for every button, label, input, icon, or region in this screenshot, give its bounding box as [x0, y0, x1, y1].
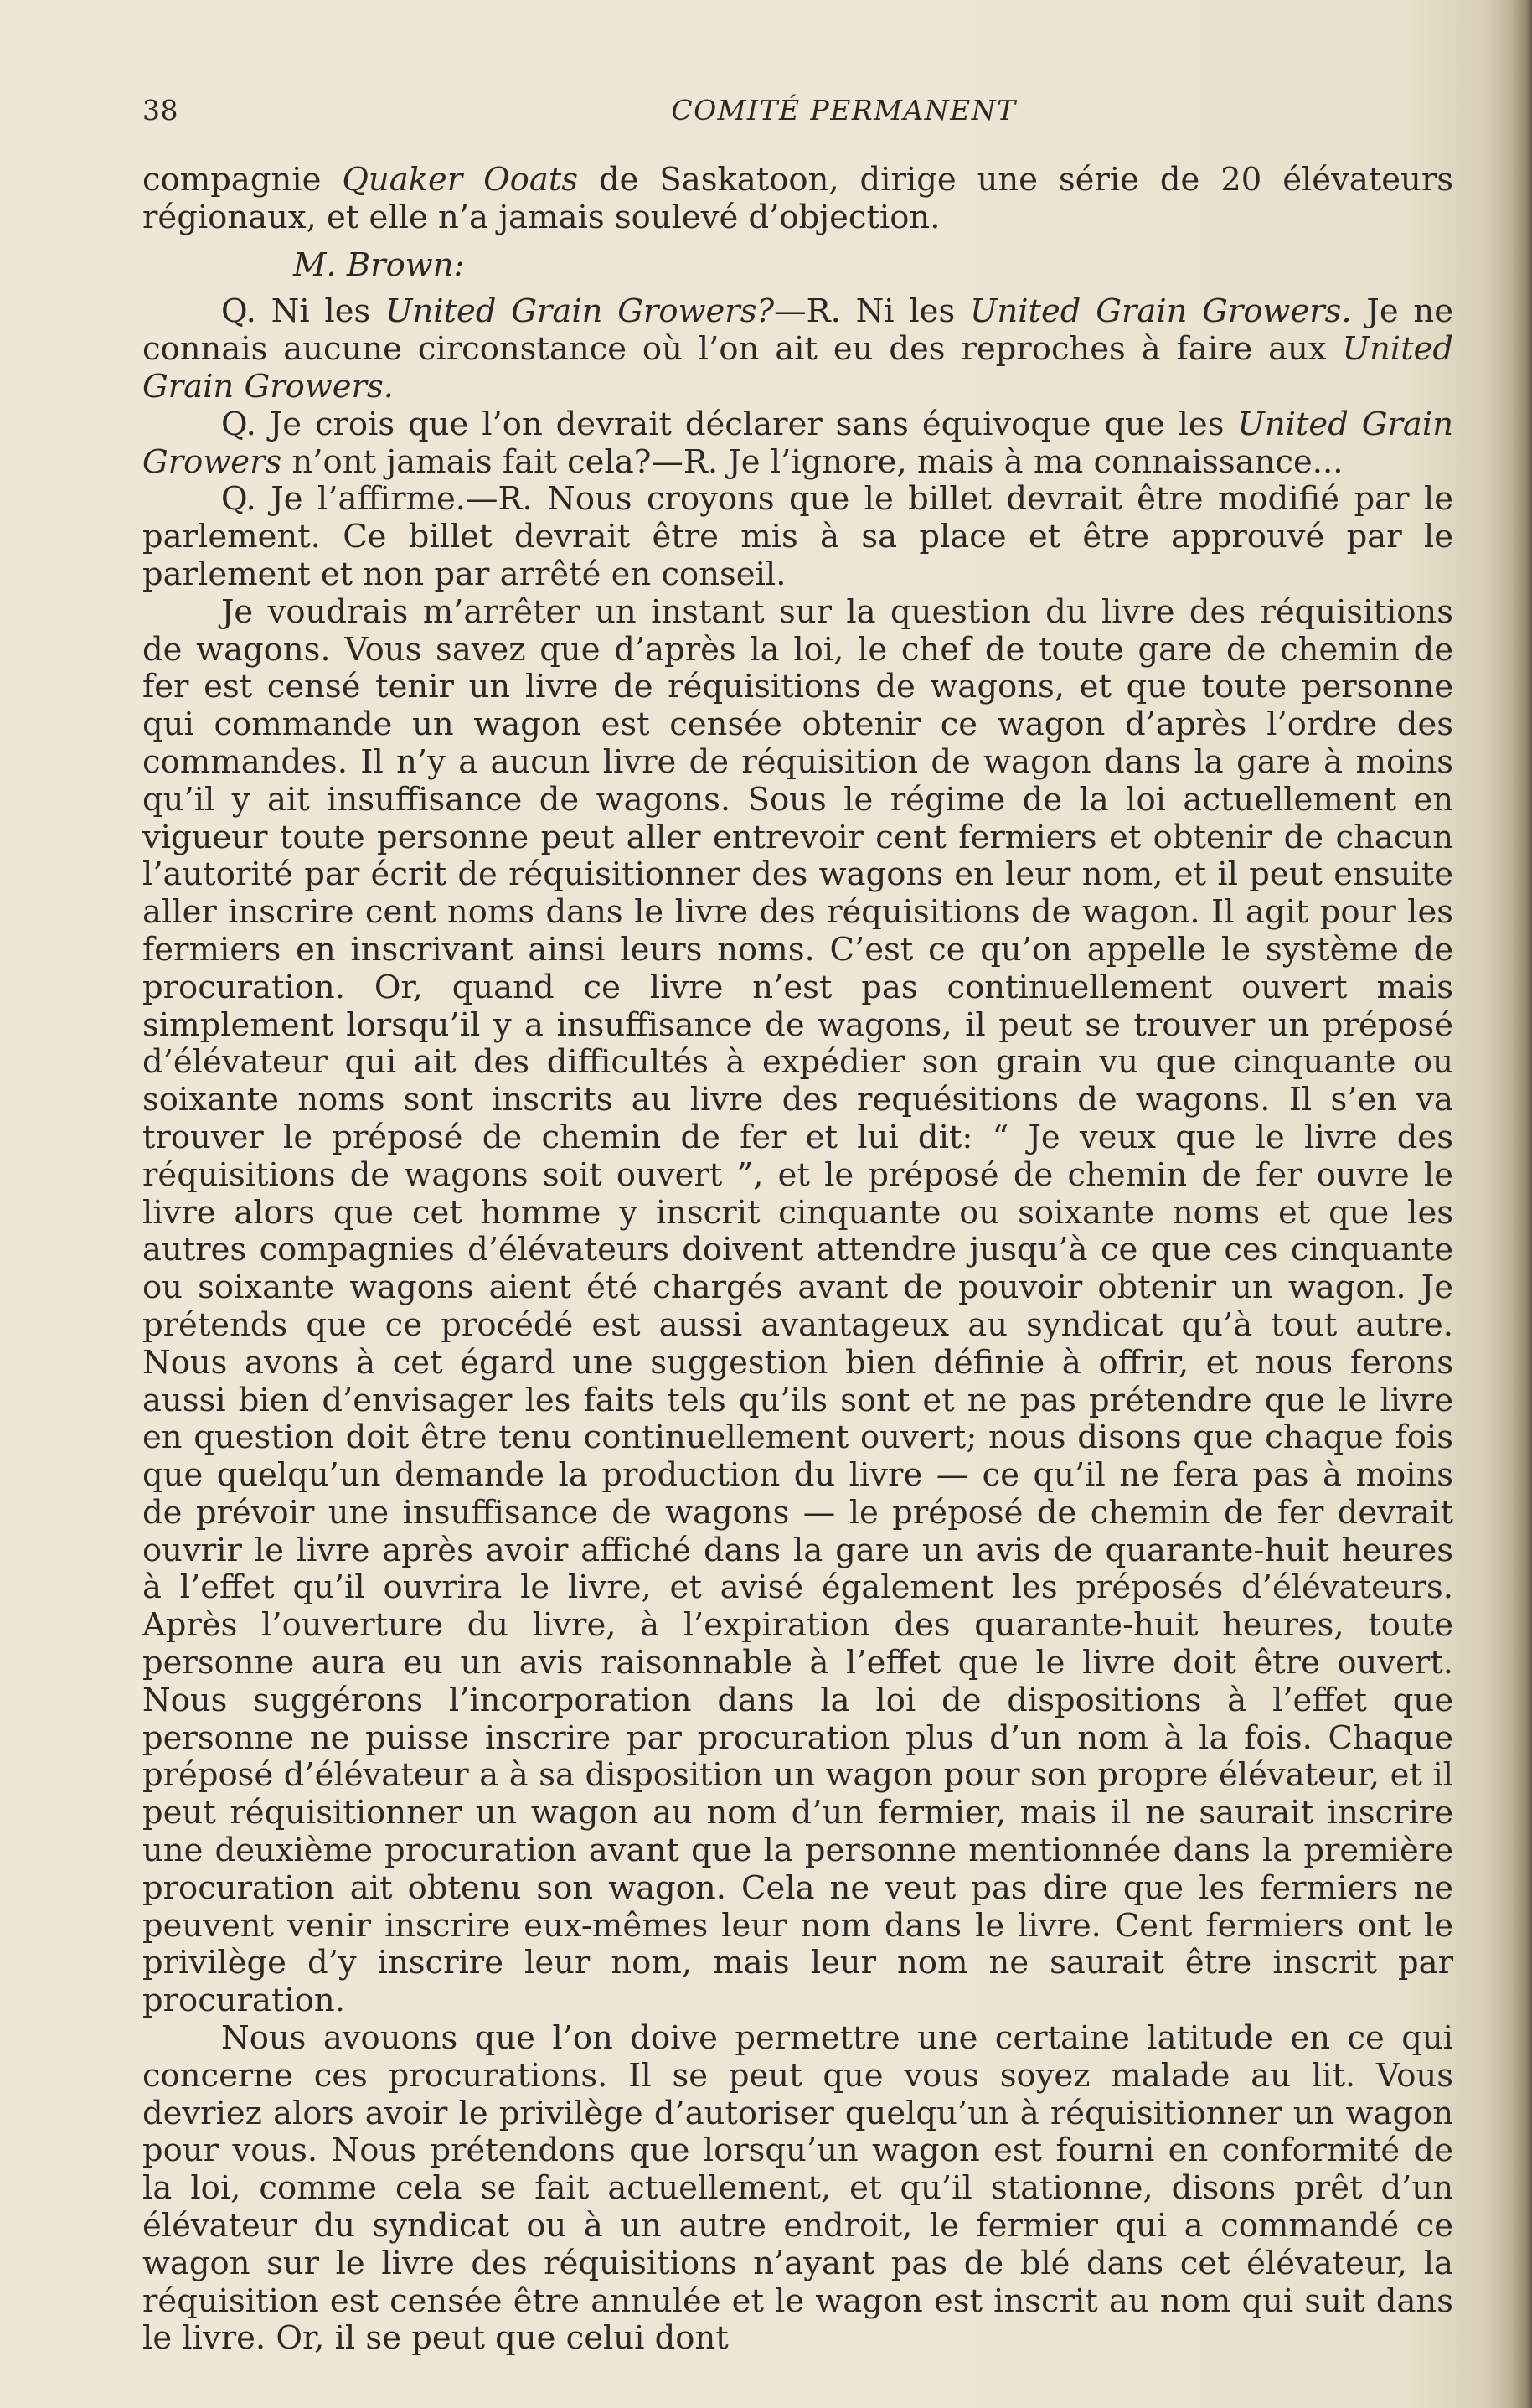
- text-run: —R. Ni les: [774, 292, 970, 331]
- text-run: de Saskatoon, dirige une série de 20 élévateurs régionaux, et elle n’a jamais soulevé d’objection.: [142, 161, 1454, 236]
- italic-text-run: United Grain Growers: [142, 405, 1453, 481]
- page-header: [142, 94, 1453, 134]
- paragraph-continuation: [142, 162, 1453, 237]
- text-run: compagnie: [142, 161, 343, 199]
- text-run: n’ont jamais fait cela?—R. Je l’ignore, mais à ma connaissance...: [281, 442, 1344, 481]
- italic-text-run: United Grain Growers.: [969, 292, 1352, 331]
- paragraph-question-1: [142, 293, 1453, 406]
- paragraph-wagon-book: Je voudrais m’arrêter un instant sur la question du livre des réquisitions de wagons. Vous savez que d’après la loi, le chef de toute gare de chemin de fer est censé tenir un livre de réquisitions de wagons, et que toute personne qui commande un wagon est censée obtenir ce wagon d’après l’ordre des commandes. Il n’y a aucun livre de réquisition de wagon dans la gare à moins qu’il y ait insuffisance de wagons. Sous le régime de la loi actuellement en vigueur toute personne peut aller entrevoir cent fermiers et obtenir de chacun l’autorité par écrit de réquisitionner des wagons en leur nom, et il peut ensuite aller inscrire cent noms dans le livre des réquisitions de wagon. Il agit pour les fermiers en inscrivant ainsi leurs noms. C’est ce qu’on appelle le système de procuration. Or, quand ce livre n’est pas continuellement ouvert mais simplement lorsqu’il y a insuffisance de wagons, il peut se trouver un préposé d’élévateur qui ait des difficultés à expédier son grain vu que cinquante ou soixante noms sont inscrits au livre des requésitions de wagons. Il s’en va trouver le préposé de chemin de fer et lui dit: “ Je veux que le livre des réquisitions de wagons soit ouvert ”, et le préposé de chemin de fer ouvre le livre alors que cet homme y inscrit cinquante ou soixante noms et que les autres compagnies d’élévateurs doivent attendre jusqu’à ce que ces cinquante ou soixante wagons aient été chargés avant de pouvoir obtenir un wagon. Je prétends que ce procédé est aussi avantageux au syndicat qu’à tout autre. Nous avons à cet égard une suggestion bien définie à offrir, et nous ferons aussi bien d’envisager les faits tels qu’ils sont et ne pas prétendre que le livre en question doit être tenu continuellement ouvert; nous disons que chaque fois que quelqu’un demande la production du livre — ce qu’il ne fera pas à moins de prévoir une insuffisance de wagons — le préposé de chemin de fer devrait ouvrir le livre après avoir affiché dans la gare un avis de quarante-huit heures à l’effet qu’il ouvrira le livre, et avisé également les préposés d’élévateurs. Après l’ouverture du livre, à l’expiration des quarante-huit heures, toute personne aura eu un avis raisonnable à l’effet que le livre doit être ouvert. Nous suggérons l’incorporation dans la loi de dispositions à l’effet que personne ne puisse inscrire par procuration plus d’un nom à la fois. Chaque préposé d’élévateur a à sa disposition un wagon pour son propre élévateur, et il peut réquisitionner un wagon au nom d’un fermier, mais il ne saurait inscrire une deuxième procuration avant que la personne mentionnée dans la première procuration ait obtenu son wagon. Cela ne veut pas dire que les fermiers ne peuvent venir inscrire eux-mêmes leur nom dans le livre. Cent fermiers ont le privilège d’y inscrire leur nom, mais leur nom ne saurait être inscrit par procuration.: [142, 592, 1453, 2020]
- text-run: Q. Ni les: [221, 292, 386, 331]
- italic-text-run: United Grain Growers.: [142, 330, 1453, 406]
- running-title: COMITÉ PERMANENT: [671, 94, 1017, 127]
- page-number: 38: [142, 94, 178, 127]
- paragraph-question-2: [142, 406, 1453, 482]
- paragraph-question-3: Q. Je l’affirme.—R. Nous croyons que le billet devrait être modifié par le parlement. Ce billet devrait être mis à sa place et être approuvé par le parlement et non par arrêté en conseil.: [142, 480, 1453, 593]
- body-text: [142, 162, 1453, 2358]
- italic-text-run: Quaker Ooats: [342, 161, 579, 199]
- speaker-label: [142, 247, 1453, 285]
- text-run: Q. Je crois que l’on devrait déclarer sans équivoque que les: [221, 405, 1238, 443]
- text-run: Je ne connais aucune circonstance où l’on ait eu des reproches à faire aux: [142, 292, 1453, 369]
- paragraph-procurations: Nous avouons que l’on doive permettre une certaine latitude en ce qui concerne ces procurations. Il se peut que vous soyez malade au lit. Vous devriez alors avoir le privilège d’autoriser quelqu’un à réquisitionner un wagon pour vous. Nous prétendons que lorsqu’un wagon est fourni en conformité de la loi, comme cela se fait actuellement, et qu’il stationne, disons prêt d’un élévateur du syndicat ou à un autre endroit, le fermier qui a commandé ce wagon sur le livre des réquisitions n’ayant pas de blé dans cet élévateur, la réquisition est censée être annulée et le wagon est inscrit au nom qui suit dans le livre. Or, il se peut que celui dont: [142, 2019, 1453, 2358]
- italic-text-run: United Grain Growers?: [385, 292, 775, 331]
- italic-text-run: M. Brown:: [293, 245, 465, 284]
- binding-shadow: [1512, 0, 1532, 2408]
